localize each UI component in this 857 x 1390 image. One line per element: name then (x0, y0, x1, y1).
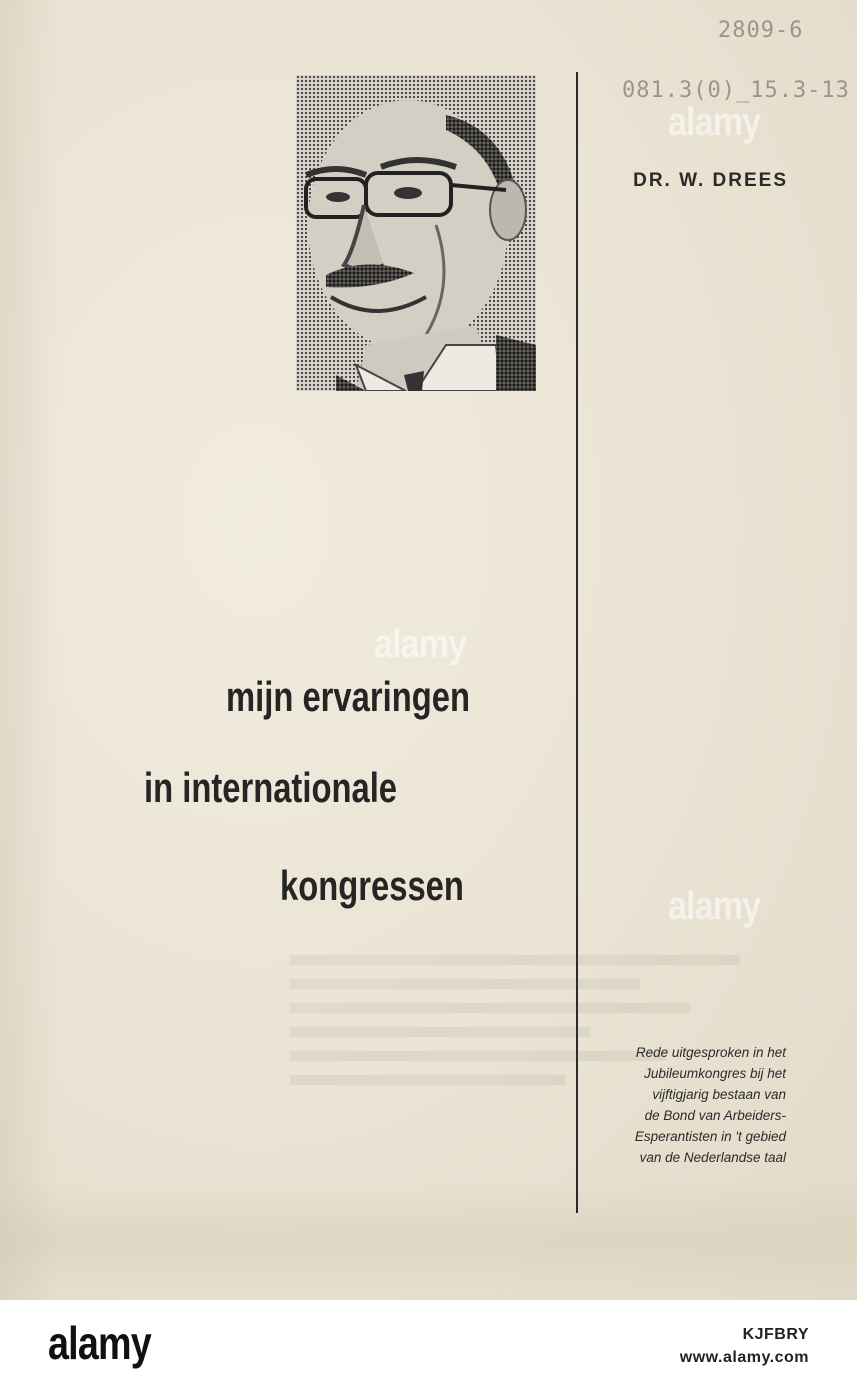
image-id: KJFBRY (742, 1326, 809, 1343)
alamy-logo: alamy (48, 1317, 151, 1369)
subtitle-line: van de Nederlandse taal (639, 1150, 786, 1165)
author-name: DR. W. DREES (633, 170, 788, 191)
watermark-text: alamy (374, 622, 467, 666)
subtitle-block (600, 1042, 786, 1168)
watermark-text: alamy (668, 100, 761, 144)
subtitle-line: de Bond van Arbeiders- (644, 1108, 786, 1123)
subtitle-line: Esperantisten in 't gebied (634, 1129, 786, 1144)
author-portrait (296, 75, 536, 391)
paper-edge-shadow (0, 0, 60, 1300)
paper-crease (0, 1180, 857, 1300)
stamp-code: 081.3(0)_15.3-13 (622, 78, 850, 103)
subtitle-line: vijftigjarig bestaan van (652, 1087, 786, 1102)
stamp-number: 2809-6 (718, 18, 804, 43)
title-line-1: mijn ervaringen (226, 673, 470, 720)
watermark-text: alamy (668, 884, 761, 928)
subtitle-line: Jubileumkongres bij het (644, 1066, 786, 1081)
site-url: www.alamy.com (679, 1349, 809, 1366)
portrait-photo (296, 75, 536, 391)
subtitle-line: Rede uitgesproken in het (635, 1045, 786, 1060)
title-line-3: kongressen (280, 862, 464, 909)
title-line-2: in internationale (144, 764, 398, 811)
